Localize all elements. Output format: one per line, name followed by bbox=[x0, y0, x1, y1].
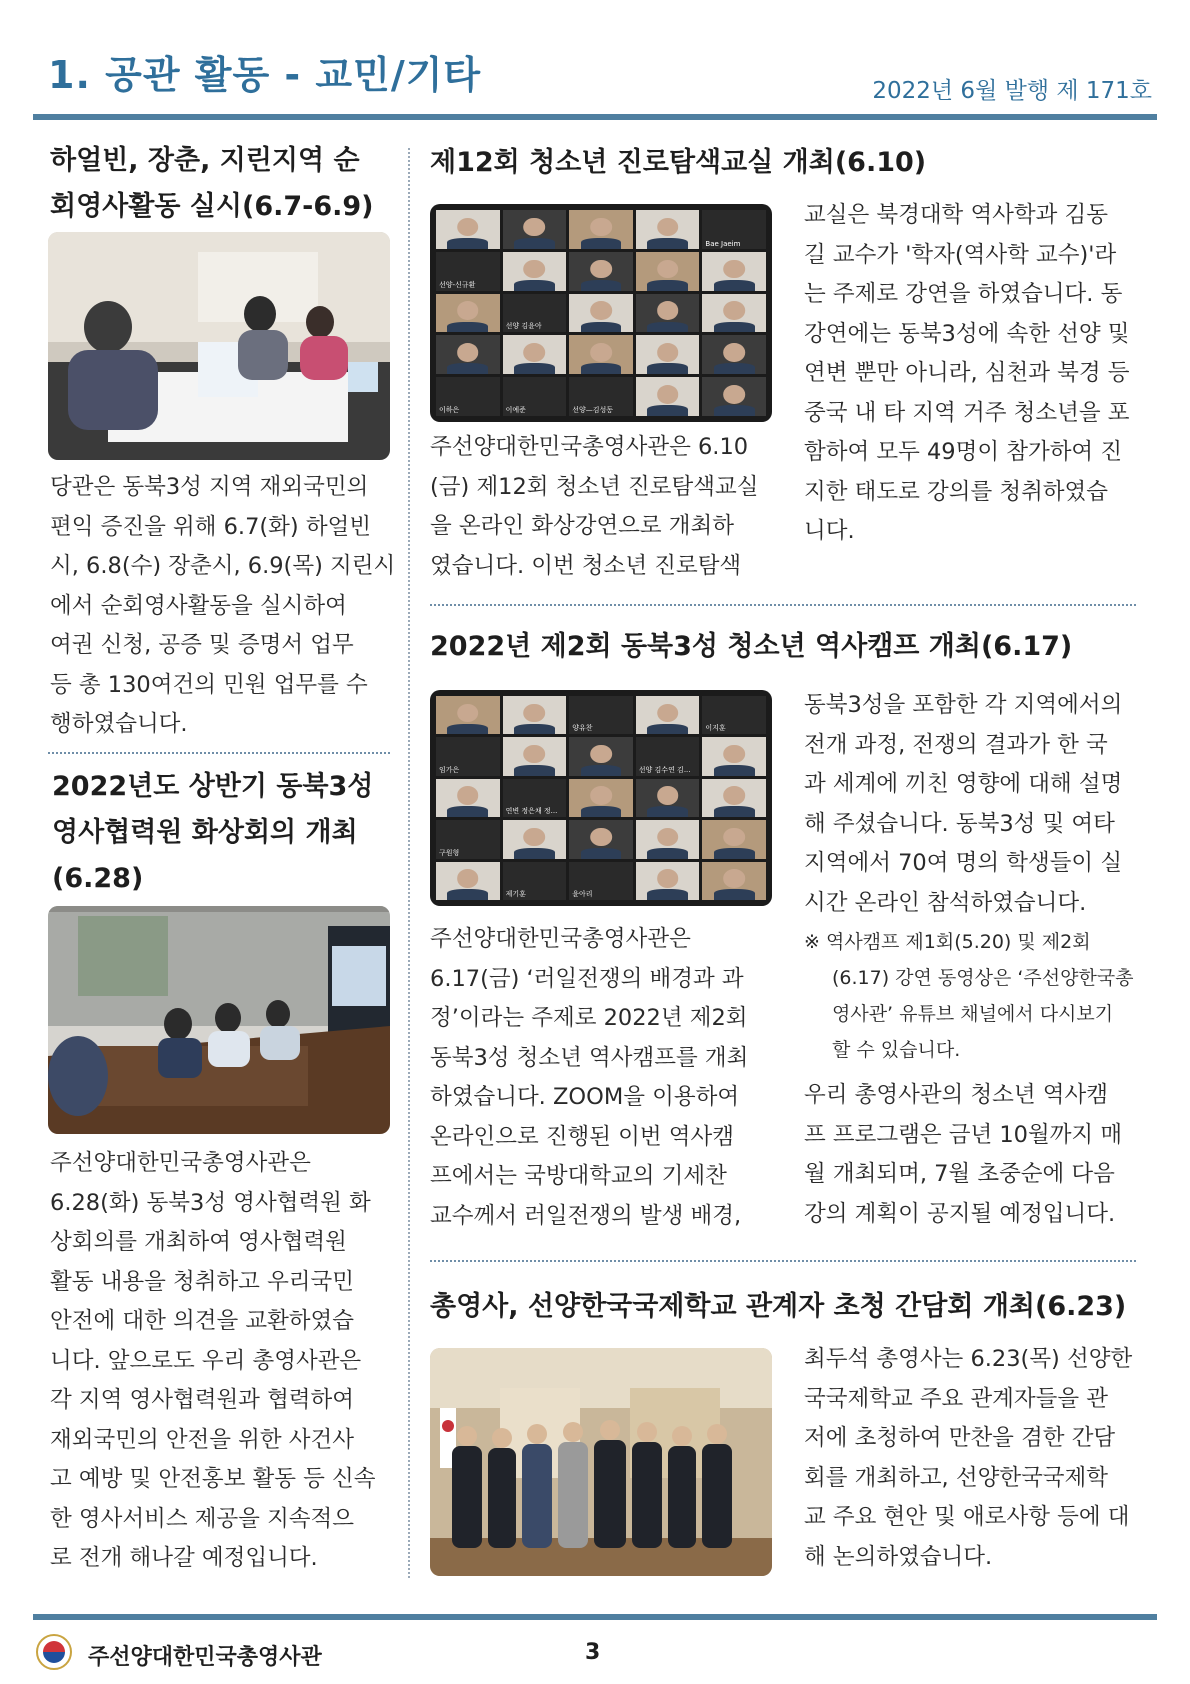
article-title-mobile-consular: 하얼빈, 장춘, 지린지역 순 회영사활동 실시(6.7-6.9) bbox=[50, 145, 374, 222]
photo-video-conference bbox=[48, 906, 390, 1134]
footer-organization: 주선양대한민국총영사관 bbox=[88, 1645, 322, 1670]
consulate-emblem-icon bbox=[36, 1634, 72, 1670]
article-body-video-conference: 주선양대한민국총영사관은 6.28(화) 동북3성 영사협력원 화 상회의를 개최하여 영사협력원 활동 내용을 청취하고 우리국민 안전에 대한 의견을 교환하였습 니다. 앞으로도 우리 총영사관은 각 지역 영사협력원과 협력하여 재외국민의 안전을 위한 사건사 고 예방 및 안전홍보 활동 등 신속 한 영사서비스 제공을 지속적으 로 전개 해나갈 예정입니다. bbox=[50, 1150, 376, 1571]
article-separator bbox=[48, 752, 390, 754]
history-camp-note: ※ 역사캠프 제1회(5.20) 및 제2회 (6.17) 강연 동영상은 ‘주선양한국총 영사관’ 유튜브 채널에서 다시보기 할 수 있습니다. bbox=[804, 931, 1134, 1061]
article-body-career-class-right: 교실은 북경대학 역사학과 김동 길 교수가 '학자(역사학 교수)'라 는 주제로 강연을 하였습니다. 동 강연에는 동북3성에 속한 선양 및 연변 뿐만 아니라, 심천과 북경 등 중국 내 타 지역 거주 청소년을 포 함하여 모두 49명이 참가하여 진 지한 태도로 강의를 청취하였습 니다. bbox=[804, 202, 1130, 544]
article-title-video-conference: 2022년도 상반기 동북3성 영사협력원 화상회의 개최 (6.28) bbox=[52, 771, 374, 894]
column-divider bbox=[408, 148, 410, 1578]
photo-consular-service bbox=[48, 232, 390, 460]
article-title-career-class: 제12회 청소년 진로탐색교실 개최(6.10) bbox=[430, 147, 927, 178]
zoom-screenshot-history-camp: 양유찬 이지훈 임가은 선양 김수연 김... 연변 정은채 정... 구원형 제기훈 윤아리 bbox=[430, 690, 772, 906]
article-title-school-meeting: 총영사, 선양한국국제학교 관계자 초청 간담회 개최(6.23) bbox=[430, 1291, 1127, 1322]
article-closing-history-camp: 우리 총영사관의 청소년 역사캠 프 프로그램은 금년 10월까지 매 월 개최되며, 7월 초중순에 다음 강의 계획이 공지될 예정입니다. bbox=[804, 1082, 1123, 1227]
article-title-history-camp: 2022년 제2회 동북3성 청소년 역사캠프 개최(6.17) bbox=[430, 631, 1073, 662]
footer-divider bbox=[33, 1614, 1157, 1620]
header-divider bbox=[33, 114, 1157, 120]
issue-label: 2022년 6월 발행 제 171호 bbox=[872, 78, 1152, 104]
zoom-screenshot-career-class: Bae Jaeim 선양-신규환 선양 김윤아 이하은 이예준 선양—김성동 bbox=[430, 204, 772, 422]
page-section-title: 1. 공관 활동 - 교민/기타 bbox=[48, 53, 482, 97]
page-number: 3 bbox=[585, 1640, 601, 1665]
article-separator bbox=[430, 604, 1136, 606]
article-body-history-camp-left: 주선양대한민국총영사관은 6.17(금) ‘러일전쟁의 배경과 과 정’이라는 주제로 2022년 제2회 동북3성 청소년 역사캠프를 개최 하였습니다. ZOOM을 이용하여 온라인으로 진행된 이번 역사캠 프에서는 국방대학교의 기세찬 교수께서 러일전쟁의 발생 배경, bbox=[430, 926, 749, 1229]
article-body-career-class-left: 주선양대한민국총영사관은 6.10 (금) 제12회 청소년 진로탐색교실 을 온라인 화상강연으로 개최하 였습니다. 이번 청소년 진로탐색 bbox=[430, 434, 759, 579]
article-body-history-camp-right: 동북3성을 포함한 각 지역에서의 전개 과정, 전쟁의 결과가 한 국 과 세계에 끼친 영향에 대해 설명 해 주셨습니다. 동북3성 및 여타 지역에서 70여 명의 학생들이 실 시간 온라인 참석하였습니다. bbox=[804, 692, 1123, 916]
article-body-school-meeting: 최두석 총영사는 6.23(목) 선양한 국국제학교 주요 관계자들을 관 저에 초청하여 만찬을 겸한 간담 회를 개최하고, 선양한국국제학 교 주요 현안 및 애로사항 등에 대 해 논의하였습니다. bbox=[804, 1346, 1133, 1570]
article-body-mobile-consular: 당관은 동북3성 지역 재외국민의 편익 증진을 위해 6.7(화) 하얼빈 시, 6.8(수) 장춘시, 6.9(목) 지린시 에서 순회영사활동을 실시하여 여권 신청, 공증 및 증명서 업무 등 총 130여건의 민원 업무를 수 행하였습니다. bbox=[50, 474, 396, 737]
photo-school-meeting bbox=[430, 1348, 772, 1576]
article-separator bbox=[430, 1260, 1136, 1262]
